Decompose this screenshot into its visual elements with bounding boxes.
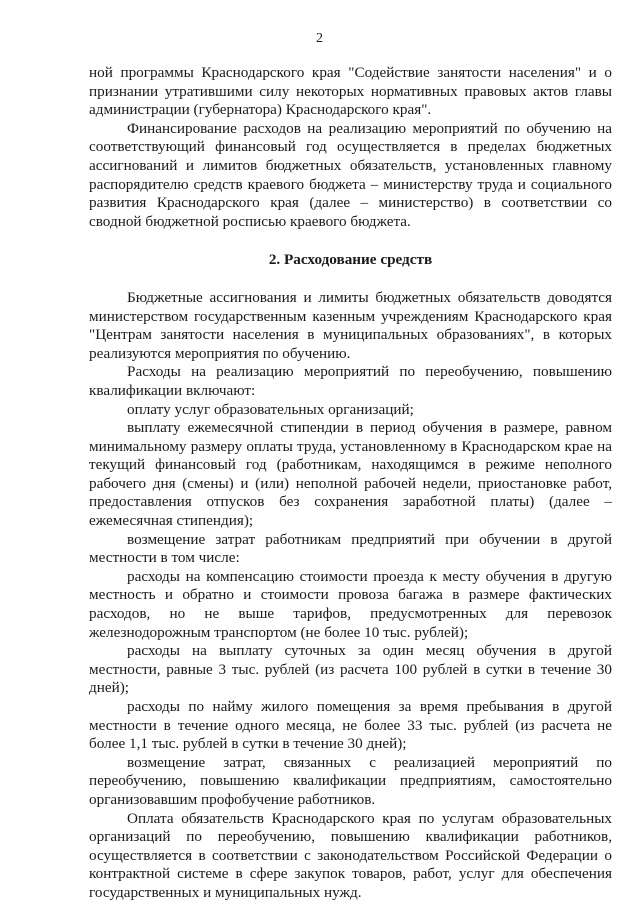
section-heading: 2. Расходование средств (268, 251, 433, 269)
document-body (89, 64, 612, 903)
paragraph-financing: Финансирование расходов на реализацию мероприятий по обучению на соответствующий финансовый год осуществляется в пределах бюджетных ассигнований и лимитов бюджетных обязательств, установленных главному распорядителю средств краевого бюджета – министерству труда и социального развития Краснодарского края (далее – министерство) в соответствии со сводной бюджетной росписью краевого бюджета. (89, 119, 612, 230)
paragraph-continuation: ной программы Краснодарского края "Содействие занятости населения" и о признании утратившими силу некоторых нормативных правовых актов главы администрации (губернатора) Краснодарского края". (89, 64, 612, 119)
list-item-housing: расходы по найму жилого помещения за время пребывания в другой местности в течение одного месяца, не более 33 тыс. рублей (из расчета не более 1,1 тыс. рублей в сутки в течение 30 дней); (89, 698, 612, 753)
list-item-education-services: оплату услуг образовательных организаций; (127, 400, 414, 418)
list-item-daily-allowance: расходы на выплату суточных за один месяц обучения в другой местности, равные 3 тыс. рублей (из расчета 100 рублей в сутки в течение 30 дней); (89, 642, 612, 697)
list-item-enterprise-reimbursement: возмещение затрат, связанных с реализацией мероприятий по переобучению, повышению квалификации предприятиям, самостоятельно организовавшим профобучение работников. (89, 753, 612, 808)
page-number: 2 (316, 31, 323, 46)
paragraph-allocations: Бюджетные ассигнования и лимиты бюджетных обязательств доводятся министерством государственным казенным учреждениям Краснодарского края "Центрам занятости населения в муниципальных образованиях", в которых реализуются мероприятия по обучению. (89, 288, 612, 362)
list-item-cost-reimbursement: возмещение затрат работникам предприятий при обучении в другой местности в том числе: (89, 530, 612, 567)
list-item-travel-expenses: расходы на компенсацию стоимости проезда к месту обучения в другую местность и обратно и стоимости провоза багажа в размере фактических расходов, но не выше тарифов, предусмотренных для перевозок железнодорожным транспортом (не более 10 тыс. рублей); (89, 567, 612, 641)
paragraph-payment-obligations: Оплата обязательств Краснодарского края по услугам образовательных организаций по переобучению, повышению квалификации работников, осуществляется в соответствии с законодательством Российской Федерации о контрактной системе в сфере закупок товаров, работ, услуг для обеспечения государственных и муниципальных нужд. (89, 809, 612, 901)
list-item-stipend: выплату ежемесячной стипендии в период обучения в размере, равном минимальному размеру оплаты труда, установленному в Краснодарском крае на текущий финансовый год (работникам, находящимся в режиме неполного рабочего дня (смены) и (или) неполной рабочей недели, приостановке работ, предоставления отпусков без сохранения заработной платы) (далее – ежемесячная стипендия); (89, 419, 612, 530)
paragraph-expenses-intro: Расходы на реализацию мероприятий по переобучению, повышению квалификации включают: (89, 363, 612, 399)
